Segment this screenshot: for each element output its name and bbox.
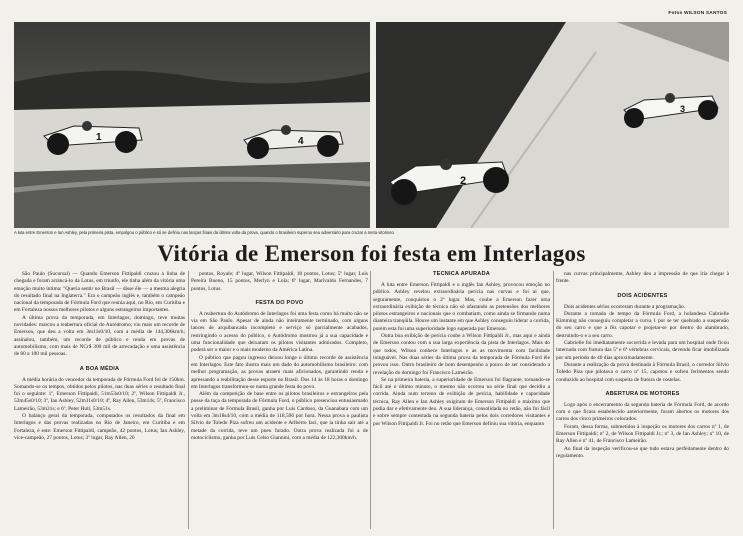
article-paragraph: A última prova da temporada, em Interlagos, domingo, teve muitas novidades: marcou a reabertura oficial do Autódromo; viu mais um recorde de Emerson, que deu a volta em 3m11s0/10, com a média de 144,306km/h; assinalou, também, um recorde de público e renda em provas de automobilismo, com mais de NCr$ 300 mil de arrecadação e uma assistência de 80 a 100 mil pessoas. [14, 314, 185, 358]
article-column-4 [556, 271, 729, 533]
car-number-left-1: 1 [96, 132, 102, 143]
section-heading: DOIS ACIDENTES [617, 292, 668, 299]
article-paragraph: Logo após o encerramento da segunda bateria de Fórmula Ford, de acordo com o que ficara estabelecido anteriormente, foram abertos os motores dos carros dos cinco primeiros colocados. [556, 401, 729, 423]
article-paragraph: Outra boa exibição de perícia coube a Wilson Fittipaldi Jr., mas aqui e ainda de Emerson contou com a sua larga experiência da pista de Interlagos. Mais do que todos, Wilson conhece Interlagos e as as movimenta com facilidade ininguável. Nas duas séries da última prova da temporada de Fórmula Ford êle provou isso. Outro brasileiro de bom desempenho a pouco de ser considerado a revelação do domingo foi Francisco Lameirão. [373, 333, 550, 376]
article-paragraph: O balanço geral da temporada, computados os resultados da final em Interlagos e das provas realizadas no Rio de Janeiro, em Curitiba e em Fortaleza, é este: Emerson Fittipaldi, campeão, 42 pontos, Lotus; Ian Ashley, vice-campeão, 27 pontos, Lotus; 3º lugar, Ray Allen, 20 [14, 413, 185, 441]
article-paragraph: A média horária do vencedor da temporada de Fórmula Ford foi de 150km. Somando-se os tempos, obtidos pelos pilotos, nas duas séries o resultado final foi o seguinte: 1º, Emerson Fittipaldi, 51m53s0/10; 2º, Wilson Fittipaldi Jr., 52m45s0/10; 3º, Ian Ashley, 52m11s0/10; 4º, Ray Allen, 53m14s; 5º, Francisco Lameirão, 53m31s; e 6º, Peter Hull, 53m51s. [14, 376, 185, 412]
race-photo-right [376, 22, 729, 228]
article-paragraph: Foram, dessa forma, submetidos à inspeção os motores dos carros nº 1, de Emerson Fittipaldi; nº 2, de Wilson Fittipaldi Jr.; nº 3, de Ian Ashley; nº 10, de Ray Allen e nº 41, de Francisco Lameirão. [556, 423, 729, 445]
section-heading: ABERTURA DE MOTORES [605, 390, 680, 397]
section-heading: TÉCNICA APURADA [433, 271, 490, 277]
photo-caption: A luta entre Emerson e Ian Ashley, pela primeira pista, empolgou o público e só se definiu nas lanças finais da última volta da prova, quando o brasileiro superou seu adversário para cruzar a meta vitorioso [14, 230, 394, 235]
article-column-3 [373, 271, 550, 533]
article-paragraph: A luta entre Emerson Fittipaldi e o inglês Ian Ashley, provocou emoção no público. Ashley revelou extraordinária perícia nas curvas e foi ai que, seguramente, conquistou o 2º lugar. Mas, coube a Emerson fazer uma extraordinária exibição de técnica não só afastando as pretensões dos melhores pilotos estrangeiros e nacionais que o combatiam, como ainda se firmando numa dianteira tranqüila. Houve um instante em que Ashley conseguiu liderar a corrida, porém esta foi uma superioridade logo superada por Emerson. [373, 282, 550, 332]
column-divider [553, 271, 554, 529]
car-number-right-1: 3 [680, 104, 686, 114]
article-paragraph: pontos, Royale; 4º lugar, Wilson Fittipaldi, 18 pontos, Lotus; 5º lugar, Luis Pereira Bueno, 15 pontos, Merlyn e Lola; 6º lugar, Marivaldo Fernandes, 7 pontos, Lotus. [191, 271, 368, 292]
section-heading: A BOA MÉDIA [79, 365, 120, 372]
car-number-left-2: 4 [298, 136, 304, 147]
article-paragraph: Se na primeira bateria, a superioridade de Emerson foi flagrante, tornando-se fácil até o último minuto, o mesmo não ocorreu na série final que decidiu a corrida. Ainda num terreno de exibição de perícia, habilidade e capacidade técnica, Ray Allen e Ian Ashley exigiram de Emerson Fittipaldi o máximo que podia dar e efetivamente deu. A sua liderança, consolidada no retão, não foi fácil e sobre sempre contestada na segunda bateria pelos dois corredores visitantes e por Wilson Fittipaldi Jr. Foi no retão que Emerson definiu sua vitória, enquanto [373, 376, 550, 427]
article-paragraph: Ao final da inspeção verificou-se que tudo estava perfeitamente dentro do regulamento. [556, 445, 729, 459]
headline: Vitória de Emerson foi festa em Interlagos [157, 241, 586, 266]
article-paragraph: São Paulo (Sucursal) — Quando Emerson Fittipaldi cruzou a linha de chegada e foram arrancá-lo da Lotus, em triunfo, ele tinha além da vitória uma emoção muito íntima: "Queria sentir no Brasil — disse êle — a mesma alegria do resultado final na Inglaterra." Era o campeão inglês e, também o campeão nacional da temporada de Fórmula Ford que reunia aqui, no Rio, em Curitiba e em Fortaleza nossos melhores pilotos e alguns estrangeiros importantes. [14, 271, 185, 314]
column-divider [370, 271, 371, 529]
article-paragraph: O público que pagou ingresso deixou longe o último recorde de assistência em Interlagos. Este fato ilustra mais um dado do automobilismo brasileiro: com melhor programação, as provas atraem mais aficionados, garantindo renda e apressando a reabilitação desse esporte no Brasil. Dos 14 às 18 horas o domingo em Interlagos transformou-se numa grande festa do povo. [191, 354, 368, 390]
article-paragraph: Durante a realização da prova destinada à Fórmula Brasil, o corredor Silvio Toledo Piza que pilotava o carro nº 15, capotou e sofreu ferimentos sendo conduzido ao hospital com suspeita de fratura de costelas. [556, 361, 729, 383]
article-paragraph: nas curvas principalmente, Ashley deu a impressão de que iria chegar à frente. [556, 271, 729, 285]
section-heading: FESTA DO POVO [255, 299, 304, 306]
photo-credit: Fotos WILSON SANTOS [668, 11, 727, 16]
race-photo-right-image [376, 22, 729, 228]
article-paragraph: A reabertura do Autódromo de Interlagos foi uma festa como há muito não se via em São Paulo. Apesar de ainda não inteiramente terminado, com alguns lances de arquibancada incompleto e serviço só parcialmente acabados, restringindo o acesso do público, o Autódromo mostrou já a sua capacidade e uma funcionalidade que deixaram os pilotos visitantes admirados. Completo, poderá ser o maior e o mais moderno da América Latina. [191, 310, 368, 354]
article-column-2 [191, 271, 368, 533]
car-number-right-2: 2 [460, 175, 467, 187]
article-paragraph: Durante a tomada de tempo da Fórmula Ford, a holandesa Gabrielle Kimming não conseguiu completar a curva 1 por se ter quebrado a suspensão do seu carro e que a fêz capotar e projetar-se por dentro do alambrado, destruindo-o e a seu carro. [556, 310, 729, 339]
article-paragraph: Dois acidentes sérios ocorreram durante a programação. [564, 303, 686, 310]
article-paragraph: Além da competição de base entre os pilotos brasileiros e estrangeiros pela posse da taça da temporada de Fórmula Ford, o público presenciou entusiasmado a preliminar de Fórmula Brasil, ganha por Luis Cardoso, da Guanabara com um volta em 3m18s4/10, com a média de 118,596 por hora. Nessa prova o paulista Silvio de Toledo Piza sofreu um acidente e Arlberto Iaci, que ia tinha sair até a metade da corrida, teve um pneu furado. Outra prova realizada foi a de motociclismo, ganha por Luis Celso Giannini, com a média de 122,300km/h. [191, 391, 368, 441]
column-divider [188, 271, 189, 529]
race-photo-left-image [14, 22, 370, 228]
article-paragraph: Gabrielle foi imediatamente socorrida e levada para um hospital onde ficou internada com fratura das 5ª e 6ª vértebras cervicais, devendo ficar imobilizada por um período de 40 dias aproximadamente. [556, 340, 729, 361]
race-photo-left [14, 22, 370, 228]
article-column-1 [14, 271, 185, 533]
